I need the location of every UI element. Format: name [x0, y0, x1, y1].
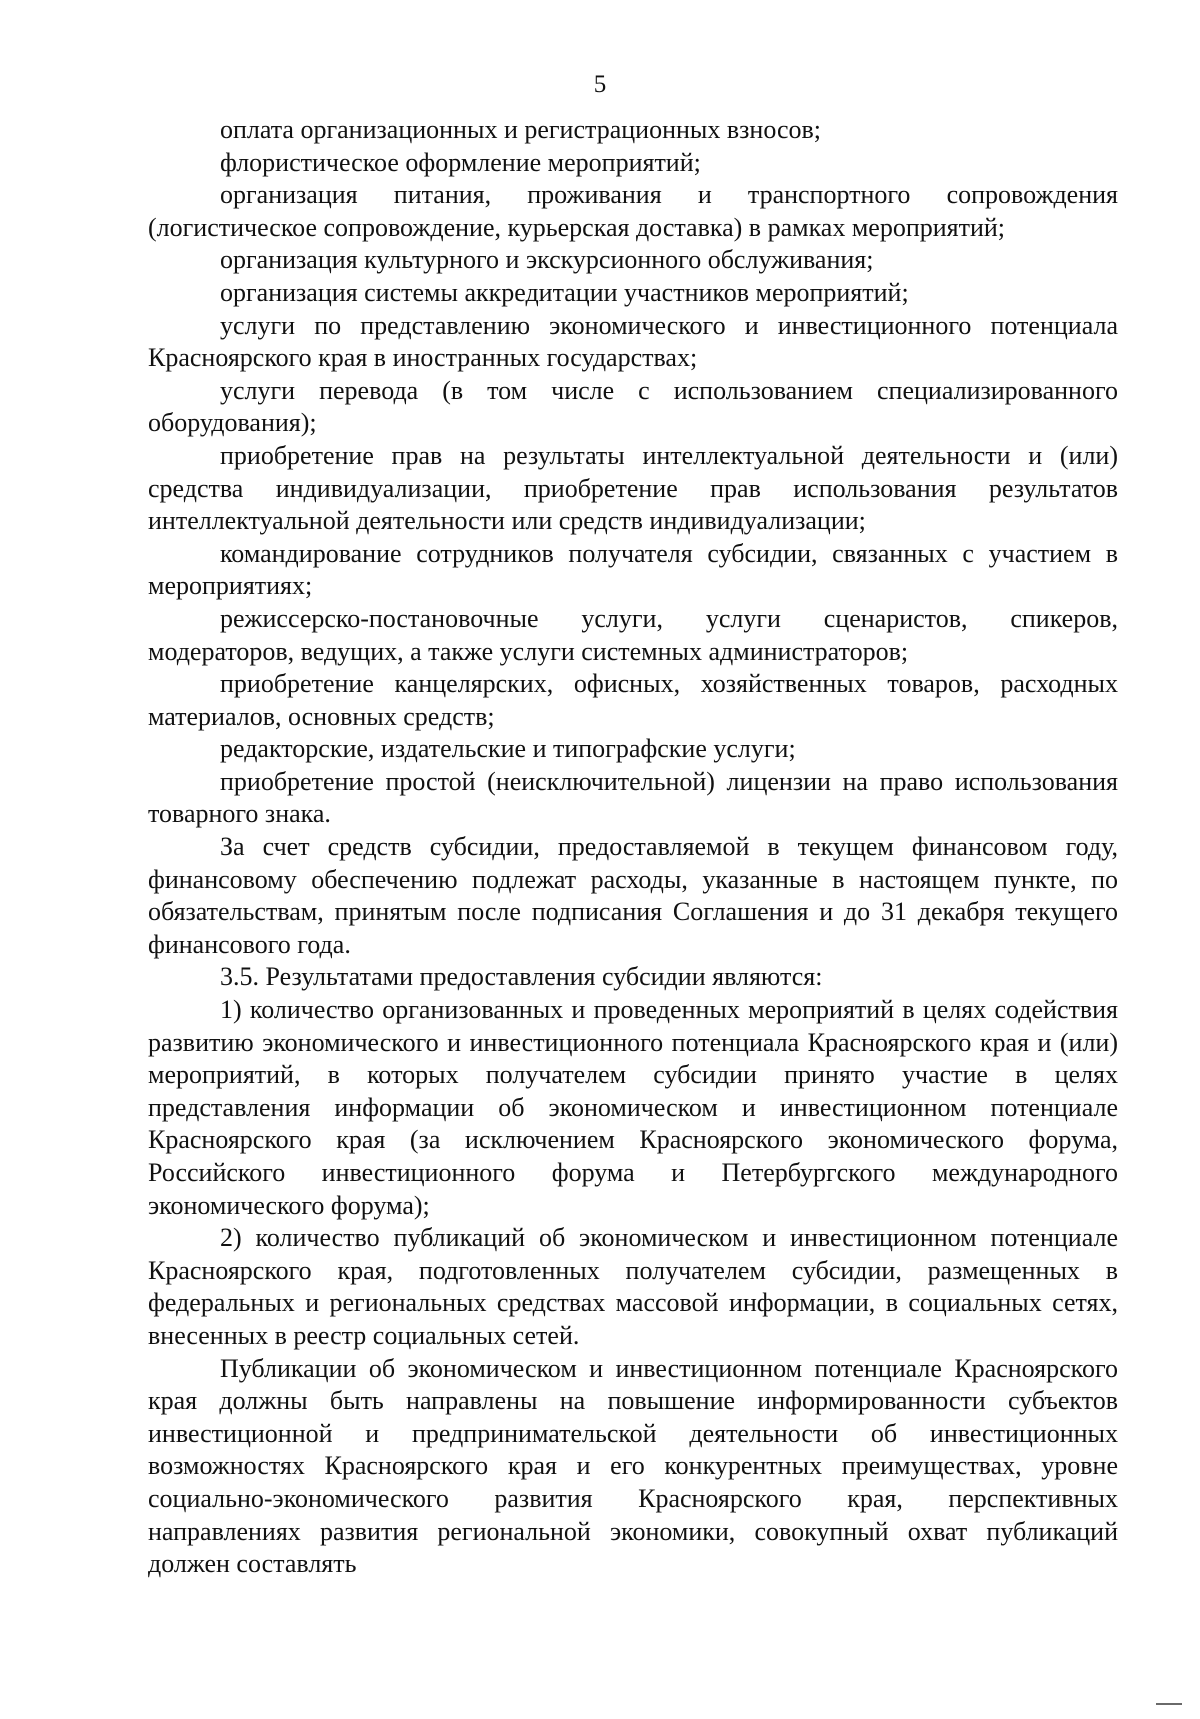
list-item-registration-fees: оплата организационных и регистрационных взносов; [220, 115, 822, 144]
paragraph-publications: Публикации об экономическом и инвестиционном потенциале Красноярского края должны быть направлены на повышение информированности субъектов инвестиционной и предпринимательской деятельности об инвестиционных возможностях Красноярского края и его конкурентных преимуществах, уровне социально-экономического развития Красноярского края, перспективных направлениях развития региональной экономики, совокупный охват публикаций должен составлять [148, 1353, 1118, 1579]
list-item-floristic-design: флористическое оформление мероприятий; [220, 147, 701, 177]
document-body [148, 114, 1118, 1581]
scan-mark [1156, 1703, 1182, 1705]
list-item-publishing: редакторские, издательские и типографские услуги; [220, 734, 796, 764]
list-item-accreditation: организация системы аккредитации участников мероприятий; [220, 277, 909, 307]
list-item-trademark-license: приобретение простой (неисключительной) лицензии на право использования товарного знака. [148, 766, 1118, 829]
paragraph-expense-financing: За счет средств субсидии, предоставляемой в текущем финансовом году, финансовому обеспечению подлежат расходы, указанные в настоящем пункте, по обязательствам, принятым после подписания Соглашения и до 31 декабря текущего финансового года. [148, 832, 1118, 959]
list-item-translation: услуги перевода (в том числе с использованием специализированного оборудования); [148, 375, 1118, 438]
section-heading-3-5: 3.5. Результатами предоставления субсидии являются: [220, 962, 823, 992]
list-item-foreign-representation: услуги по представлению экономического и инвестиционного потенциала Красноярского края в иностранных государствах; [148, 310, 1118, 373]
list-item-business-trips: командирование сотрудников получателя субсидии, связанных с участием в мероприятиях; [148, 538, 1118, 601]
result-item-2: 2) количество публикаций об экономическом и инвестиционном потенциале Красноярского края, подготовленных получателем субсидии, размещенных в федеральных и региональных средствах массовой информации, в социальных сетях, внесенных в реестр социальных сетей. [148, 1223, 1118, 1350]
list-item-office-supplies: приобретение канцелярских, офисных, хозяйственных товаров, расходных материалов, основных средств; [148, 669, 1118, 731]
list-item-intellectual-property: приобретение прав на результаты интеллектуальной деятельности и (или) средства индивидуализации, приобретение прав использования результатов интеллектуальной деятельности или средств индивидуализации; [148, 440, 1118, 536]
list-item-catering-logistics: организация питания, проживания и транспортного сопровождения (логистическое сопровождение, курьерская доставка) в рамках мероприятий; [148, 180, 1118, 242]
list-item-cultural-services: организация культурного и экскурсионного обслуживания; [220, 245, 874, 275]
result-item-1: 1) количество организованных и проведенных мероприятий в целях содействия развитию экономического и инвестиционного потенциала Красноярского края и (или) мероприятий, в которых получателем субсидии принято участие в целях представления информации об экономическом и инвестиционном потенциале Красноярского края (за исключением Красноярского экономического форума, Российского инвестиционного форума и Петербургского международного экономического форума); [148, 995, 1118, 1220]
page-number: 5 [593, 71, 607, 98]
list-item-directing-services: режиссерско-постановочные услуги, услуги сценаристов, спикеров, модераторов, ведущих, а также услуги системных администраторов; [148, 603, 1118, 666]
